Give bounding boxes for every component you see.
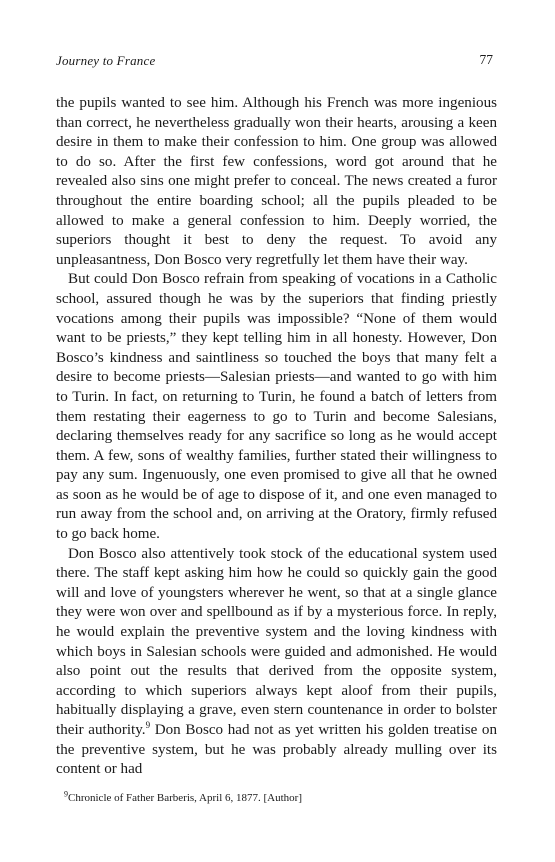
body-text [56,94,497,780]
paragraph-3-text-b: Don Bosco had not as yet written his golden treatise on the preventive system, but he was probably already mulling over its content or had [56,722,497,778]
footnote-reference: 9 [145,719,151,730]
footnote [64,791,494,805]
paragraph-3-text-a: Don Bosco also attentively took stock of the educational system used there. The staff kept asking him how he could so quickly gain the good will and love of youngsters wherever he went, so that at a single glance they were won over and spellbound as if by a mysterious force. In reply, he would explain the preventive system and the loving kindness with which boys in Salesian schools were guided and admonished. He would also point out the results that derived from the opposite system, according to which superiors always kept aloof from their pupils, habitually displaying a grave, even stern countenance in order to bolster their authority. [56,545,497,738]
paragraph-2: But could Don Bosco refrain from speaking of vocations in a Catholic school, assured though he was by the superiors that finding priestly vocations among their pupils was impossible? “None of them would want to be priests,” they kept telling him in all honesty. However, Don Bosco’s kindness and saintliness so touched the boys that many felt a desire to become priests—Salesian priests—and wanted to go with him to Turin. In fact, on returning to Turin, he found a batch of letters from them restating their eagerness to go to Turin and become Salesians, declaring themselves ready for any sacrifice so long as he would accept them. A few, sons of wealthy families, further stated their willingness to pay any sum. Ingenuously, one even promised to give all that he owned as soon as he would be of age to dispose of it, and one even managed to run away from the school and, on arriving at the Oratory, firmly refused to go back home. [56,271,497,543]
page-number: 77 [479,52,493,67]
paragraph-3 [56,545,497,780]
footnote-text: Chronicle of Father Barberis, April 6, 1877. [Author] [68,792,303,804]
running-title: Journey to France [56,53,156,68]
paragraph-1: the pupils wanted to see him. Although his French was more ingenious than correct, he nevertheless gradually won their hearts, arousing a keen desire in them to make their confession to him. One group was allowed to do so. After the first few confessions, word got around that he revealed also sins one might prefer to conceal. The news created a furor throughout the entire boarding school; all the pupils pleaded to be allowed to make a general confession to him. Deeply worried, the superiors thought it best to deny the request. To avoid any unpleasantness, Don Bosco very regretfully let them have their way. [56,95,497,268]
footnote-marker: 9 [64,789,68,799]
